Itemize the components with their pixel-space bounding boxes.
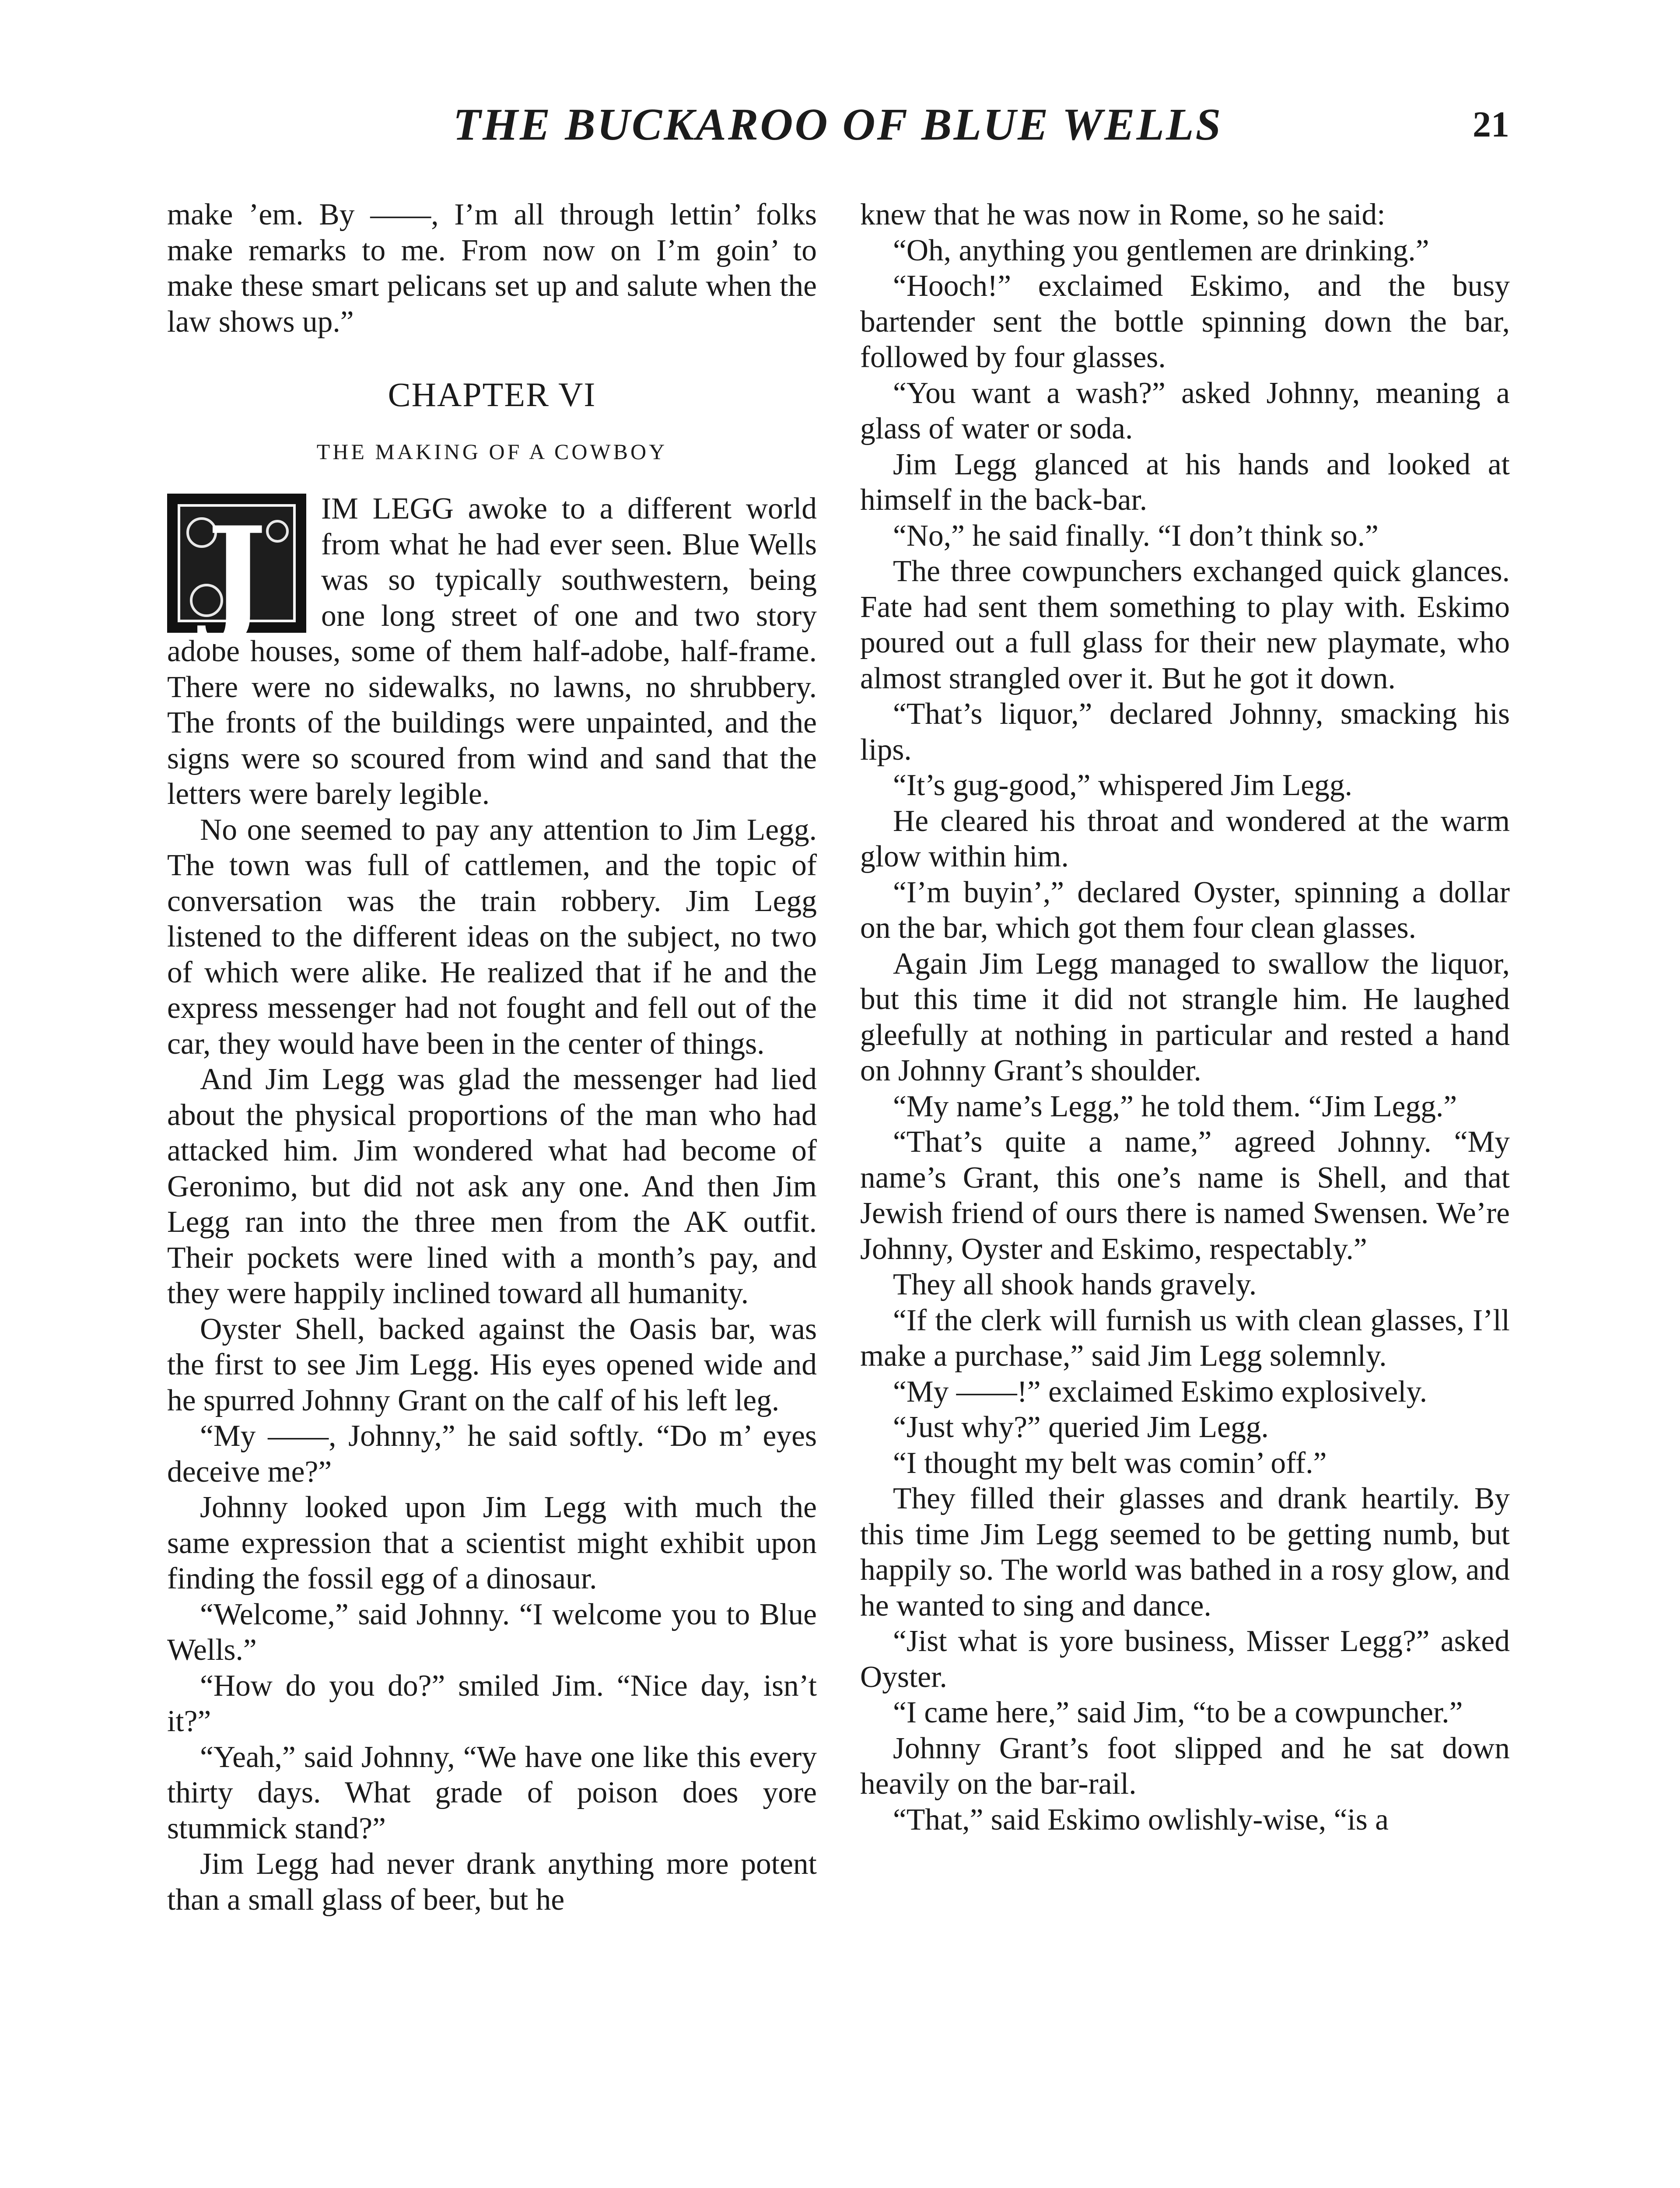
paragraph: make ’em. By ——, I’m all through lettin’ folks make remarks to me. From now on I’m goin’ to make these smart pelicans set up and salute when the law shows up.” bbox=[167, 198, 817, 339]
left-column bbox=[167, 197, 817, 1918]
paragraph: The three cowpunchers exchanged quick glances. Fate had sent them something to play with. Eskimo poured out a full glass for their new playmate, who almost strangled over it. But he got it down. bbox=[860, 554, 1510, 695]
drop-cap-frame bbox=[178, 499, 296, 648]
chapter-heading: CHAPTER VI bbox=[388, 375, 596, 414]
paragraph: “Hooch!” exclaimed Eskimo, and the busy bartender sent the bottle spinning down the bar, followed by four glasses. bbox=[860, 269, 1510, 374]
paragraph: Johnny Grant’s foot slipped and he sat down heavily on the bar-rail. bbox=[860, 1731, 1510, 1801]
page-header bbox=[166, 92, 1509, 158]
paragraph: “You want a wash?” asked Johnny, meaning a glass of water or soda. bbox=[860, 376, 1510, 445]
paragraph: No one seemed to pay any attention to Jim Legg. The town was full of cattlemen, and the topic of conversation was the train robbery. Jim Legg listened to the different ideas on the subject, no two of which were alike. He realized that if he and the express messenger had not fought and fell out of the car, they would have been in the center of things. bbox=[167, 813, 817, 1061]
paragraph: “Just why?” queried Jim Legg. bbox=[893, 1410, 1269, 1444]
paragraph: “Oh, anything you gentlemen are drinking.” bbox=[893, 233, 1429, 267]
page-number: 21 bbox=[1473, 104, 1509, 145]
paragraph: “How do you do?” smiled Jim. “Nice day, isn’t it?” bbox=[167, 1669, 817, 1738]
paragraph: “Yeah,” said Johnny, “We have one like this every thirty days. What grade of poison does yore stummick stand?” bbox=[167, 1740, 817, 1845]
right-column bbox=[860, 197, 1510, 1837]
paragraph: “No,” he said finally. “I don’t think so.” bbox=[893, 519, 1379, 553]
paragraph: “Welcome,” said Johnny. “I welcome you to Blue Wells.” bbox=[167, 1597, 817, 1667]
paragraph: “I’m buyin’,” declared Oyster, spinning a dollar on the bar, which got them four clean glasses. bbox=[860, 875, 1510, 945]
paragraph: “My name’s Legg,” he told them. “Jim Legg.” bbox=[893, 1089, 1457, 1123]
paragraph: “I came here,” said Jim, “to be a cowpuncher.” bbox=[893, 1696, 1463, 1729]
paragraph: Jim Legg glanced at his hands and looked at himself in the back-bar. bbox=[860, 447, 1510, 517]
paragraph: Again Jim Legg managed to swallow the liquor, but this time it did not strangle him. He laughed gleefully at nothing in particular and rested a hand on Johnny Grant’s shoulder. bbox=[860, 947, 1510, 1087]
paragraph: Oyster Shell, backed against the Oasis bar, was the first to see Jim Legg. His eyes opened wide and he spurred Johnny Grant on the calf of his left leg. bbox=[167, 1312, 817, 1417]
paragraph: They all shook hands gravely. bbox=[893, 1268, 1257, 1301]
paragraph: “If the clerk will furnish us with clean glasses, I’ll make a purchase,” said Jim Legg solemnly. bbox=[860, 1303, 1510, 1373]
paragraph: “That,” said Eskimo owlishly-wise, “is a bbox=[893, 1802, 1389, 1837]
paragraph: “It’s gug-good,” whispered Jim Legg. bbox=[893, 768, 1352, 802]
paragraph: “I thought my belt was comin’ off.” bbox=[893, 1446, 1327, 1480]
paragraph: “That’s liquor,” declared Johnny, smacking his lips. bbox=[860, 697, 1510, 767]
paragraph: knew that he was now in Rome, so he said: bbox=[860, 198, 1386, 231]
chapter-opening bbox=[167, 491, 817, 812]
paragraph: “My ——!” exclaimed Eskimo explosively. bbox=[893, 1375, 1428, 1409]
chapter-subtitle: THE MAKING OF A COWBOY bbox=[316, 439, 668, 464]
paragraph: And Jim Legg was glad the messenger had lied about the physical proportions of the man who had attacked him. Jim wondered what had become of Geronimo, but did not ask any one. And then Jim Legg ran into the three men from the AK outfit. Their pockets were lined with a month’s pay, and they were happily inclined toward all humanity. bbox=[167, 1062, 817, 1310]
paragraph: “Jist what is yore business, Misser Legg?” asked Oyster. bbox=[860, 1624, 1510, 1694]
drop-cap-ornament bbox=[167, 494, 306, 648]
paragraph: IM LEGG awoke to a different world from what he had ever seen. Blue Wells was so typically southwestern, being one long street of one and two story adobe houses, some of them half-adobe, half-frame. There were no sidewalks, no lawns, no shrubbery. The fronts of the buildings were unpainted, and the signs were so scoured from wind and sand that the letters were barely legible. bbox=[167, 492, 817, 811]
paragraph: He cleared his throat and wondered at the warm glow within him. bbox=[860, 804, 1510, 873]
paragraph: “My ——, Johnny,” he said softly. “Do m’ eyes deceive me?” bbox=[167, 1419, 817, 1489]
running-title: THE BUCKAROO OF BLUE WELLS bbox=[453, 99, 1223, 150]
drop-cap-letter: J bbox=[206, 499, 267, 648]
paragraph: Jim Legg had never drank anything more potent than a small glass of beer, but he bbox=[167, 1847, 817, 1917]
paragraph: Johnny looked upon Jim Legg with much the same expression that a scientist might exhibit upon finding the fossil egg of a dinosaur. bbox=[167, 1490, 817, 1595]
paragraph: “That’s quite a name,” agreed Johnny. “My name’s Grant, this one’s name is Shell, and that Jewish friend of ours there is named Swensen. We’re Johnny, Oyster and Eskimo, respectably.” bbox=[860, 1125, 1510, 1266]
paragraph: They filled their glasses and drank heartily. By this time Jim Legg seemed to be getting numb, but happily so. The world was bathed in a rosy glow, and he wanted to sing and dance. bbox=[860, 1482, 1510, 1623]
